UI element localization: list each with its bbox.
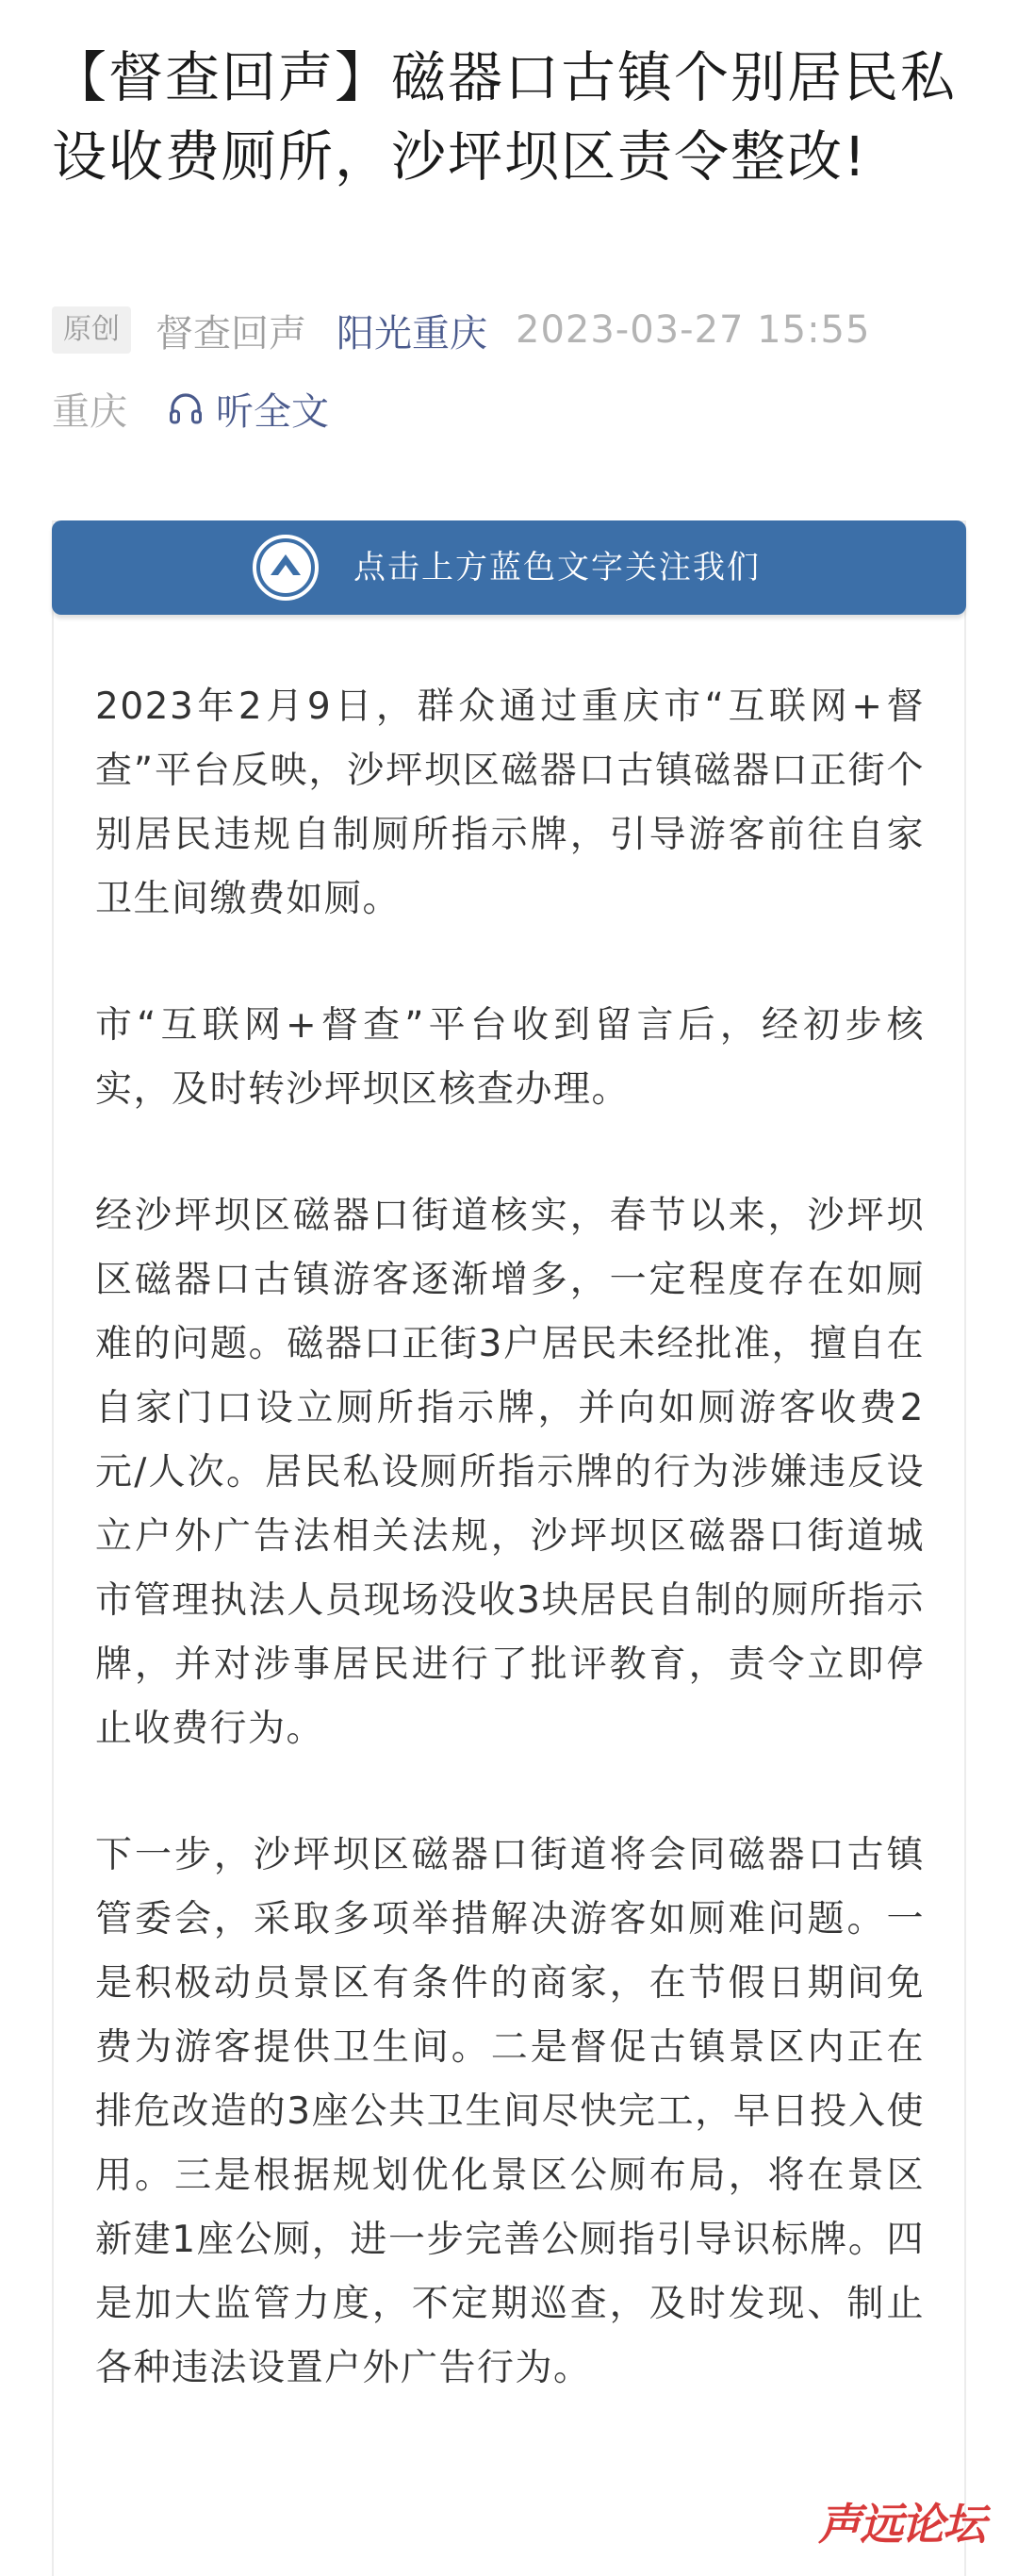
- follow-us-text: 点击上方蓝色文字关注我们: [353, 549, 761, 586]
- article-meta: [52, 304, 870, 356]
- listen-full-text-button[interactable]: [167, 382, 329, 436]
- listen-full-text-label: 听全文: [216, 389, 329, 434]
- publish-datetime: 2023-03-27 15:55: [516, 308, 871, 352]
- original-badge: 原创: [52, 306, 131, 354]
- article-meta-secondary: [52, 382, 329, 435]
- article-paragraph-1: 2023年2月9日，群众通过重庆市“互联网+督查”平台反映，沙坪坝区磁器口古镇磁器口正街个别居民违规自制厕所指示牌，引导游客前往自家卫生间缴费如厕。: [95, 685, 925, 920]
- watermark-text: 声远论坛: [818, 2499, 984, 2550]
- article-paragraph-2: 市“互联网+督查”平台收到留言后，经初步核实，及时转沙坪坝区核查办理。: [95, 1004, 925, 1111]
- publish-location: 重庆: [52, 389, 127, 434]
- headphone-icon: [167, 389, 205, 427]
- article-content-card: [52, 520, 966, 2576]
- account-link[interactable]: 阳光重庆: [337, 311, 487, 355]
- article-body: [95, 675, 925, 2463]
- follow-us-banner[interactable]: [52, 520, 966, 615]
- chevron-up-circle-icon: [252, 534, 320, 602]
- site-watermark: [818, 2499, 1018, 2550]
- article-title: 【督查回声】磁器口古镇个别居民私设收费厕所，沙坪坝区责令整改!: [52, 45, 958, 189]
- author-name: 督查回声: [156, 311, 306, 355]
- article-paragraph-3: 经沙坪坝区磁器口街道核实，春节以来，沙坪坝区磁器口古镇游客逐渐增多，一定程度存在如厕难的问题。磁器口正街3户居民未经批准，擅自在自家门口设立厕所指示牌，并向如厕游客收费2元/人次。居民私设厕所指示牌的行为涉嫌违反设立户外广告法相关法规，沙坪坝区磁器口街道城市管理执法人员现场没收3块居民自制的厕所指示牌，并对涉事居民进行了批评教育，责令立即停止收费行为。: [95, 1195, 925, 1750]
- article-paragraph-4: 下一步，沙坪坝区磁器口街道将会同磁器口古镇管委会，采取多项举措解决游客如厕难问题。一是积极动员景区有条件的商家，在节假日期间免费为游客提供卫生间。二是督促古镇景区内正在排危改造的3座公共卫生间尽快完工，早日投入使用。三是根据规划优化景区公厕布局，将在景区新建1座公厕，进一步完善公厕指引导识标牌。四是加大监管力度，不定期巡查，及时发现、制止各种违法设置户外广告行为。: [95, 1834, 925, 2389]
